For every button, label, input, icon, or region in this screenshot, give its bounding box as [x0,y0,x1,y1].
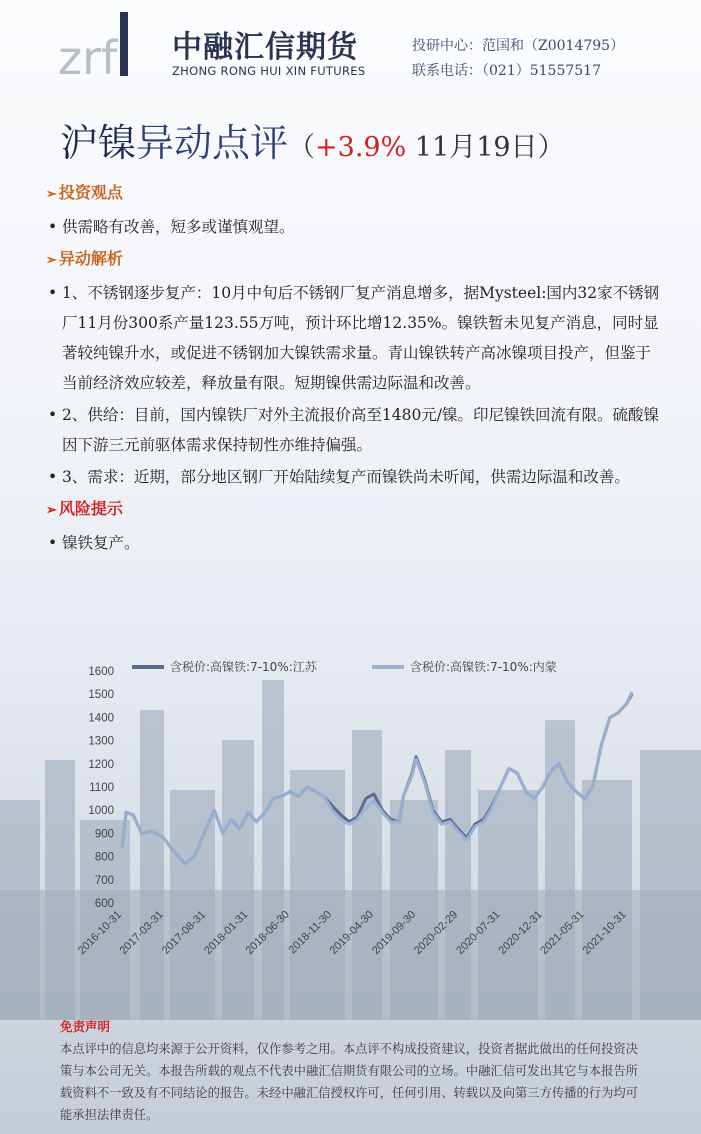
analysis-item-2: • 2、供给：目前，国内镍铁厂对外主流报价高至1480元/镍。印尼镍铁回流有限。硫酸镍因下游三元前驱体需求保持韧性亦维持偏强。 [46,400,661,460]
title-paren-close: ） [537,132,565,163]
company-name-cn: 中融汇信期货 [172,30,358,65]
x-tick-label: 2019-04-30 [327,908,376,957]
contact-phone: 联系电话：（021）51557517 [412,63,601,79]
disclaimer-title: 免责声明 [60,1019,111,1034]
legend-label-1: 含税价:高镍铁:7-10%:江苏 [170,660,317,674]
title-change: +3.9% [315,132,407,163]
y-tick-label: 800 [94,851,114,864]
x-tick-label: 2020-07-31 [454,908,503,957]
page-title [60,112,565,167]
x-tick-label: 2019-09-30 [369,908,419,957]
analysis-item-3: • 3、需求：近期，部分地区钢厂开始陆续复产而镍铁尚未听闻，供需边际温和改善。 [46,462,661,492]
price-line-chart [60,655,660,995]
x-tick-label: 2021-10-31 [580,908,629,957]
arrow-icon: ➢ [46,503,57,518]
x-tick-label: 2021-05-31 [538,908,587,957]
analysis-item-1: • 1、不锈钢逐步复产：10月中旬后不锈钢厂复产消息增多，据Mysteel:国内32家不锈钢厂11月份300系产量123.55万吨，预计环比增12.35%。镍铁暂未见复产消息，同时显著较纯镍升水，或促进不锈钢加大镍铁需求量。青山镍铁转产高冰镍项目投产，但鉴于当前经济效应较差，释放量有限。短期镍供需边际温和改善。 [46,278,661,398]
x-tick-label: 2018-01-31 [202,908,251,957]
y-tick-label: 1300 [88,735,114,748]
section-heading-analysis: ➢ 异动解析 [46,249,123,268]
risk-text: • 镍铁复产。 [46,528,661,558]
disclaimer-text: 本点评中的信息均来源于公开资料，仅作参考之用。本点评不构成投资建议，投资者据此做出的任何投资决策与本公司无关。本报告所载的观点不代表中融汇信期货有限公司的立场。中融汇信可发出其它与本报告所载资料不一致及有不同结论的报告。未经中融汇信授权许可，任何引用、转载以及向第三方传播的行为均可能承担法律责任。 [60,1042,638,1122]
section-heading-view: ➢ 投资观点 [46,183,123,202]
title-label: 异动点评 [136,121,289,165]
legend-label-2: 含税价:高镍铁:7-10%:内蒙 [410,660,557,674]
y-tick-label: 1500 [88,689,114,702]
x-tick-label: 2020-12-31 [496,908,545,957]
section-heading-risk: ➢ 风险提示 [46,499,123,518]
x-tick-label: 2020-02-29 [411,908,461,957]
title-date: 11月19日 [406,132,538,163]
view-text: • 供需略有改善，短多或谨慎观望。 [46,212,661,242]
disclaimer-block [60,1016,650,1126]
y-tick-label: 1200 [88,758,114,771]
x-tick-label: 2016-10-31 [75,908,125,957]
title-paren-open: （ [288,132,316,163]
y-tick-label: 1000 [88,805,114,818]
x-tick-label: 2018-11-30 [286,908,335,957]
contact-info [412,34,624,84]
series-line-1 [122,694,632,863]
contact-analyst: 投研中心：范国和（Z0014795） [412,38,625,54]
company-logo-icon [58,10,158,82]
company-name-en: ZHONG RONG HUI XIN FUTURES [172,64,366,78]
x-tick-label: 2017-03-31 [117,908,166,957]
title-commodity: 沪镍 [60,121,137,165]
arrow-icon: ➢ [46,187,57,202]
y-tick-label: 1100 [89,782,114,794]
report-body [46,176,661,560]
y-tick-label: 1600 [88,666,114,678]
series-line-2 [122,692,632,864]
x-tick-label: 2017-08-31 [159,908,209,957]
y-tick-label: 700 [94,874,114,887]
x-tick-label: 2018-06-30 [243,908,292,957]
y-tick-label: 600 [94,898,114,910]
logo-letters: zrf [58,31,118,82]
y-tick-label: 900 [94,828,114,841]
y-tick-label: 1400 [88,712,114,725]
arrow-icon: ➢ [46,253,57,268]
report-header [0,0,701,95]
